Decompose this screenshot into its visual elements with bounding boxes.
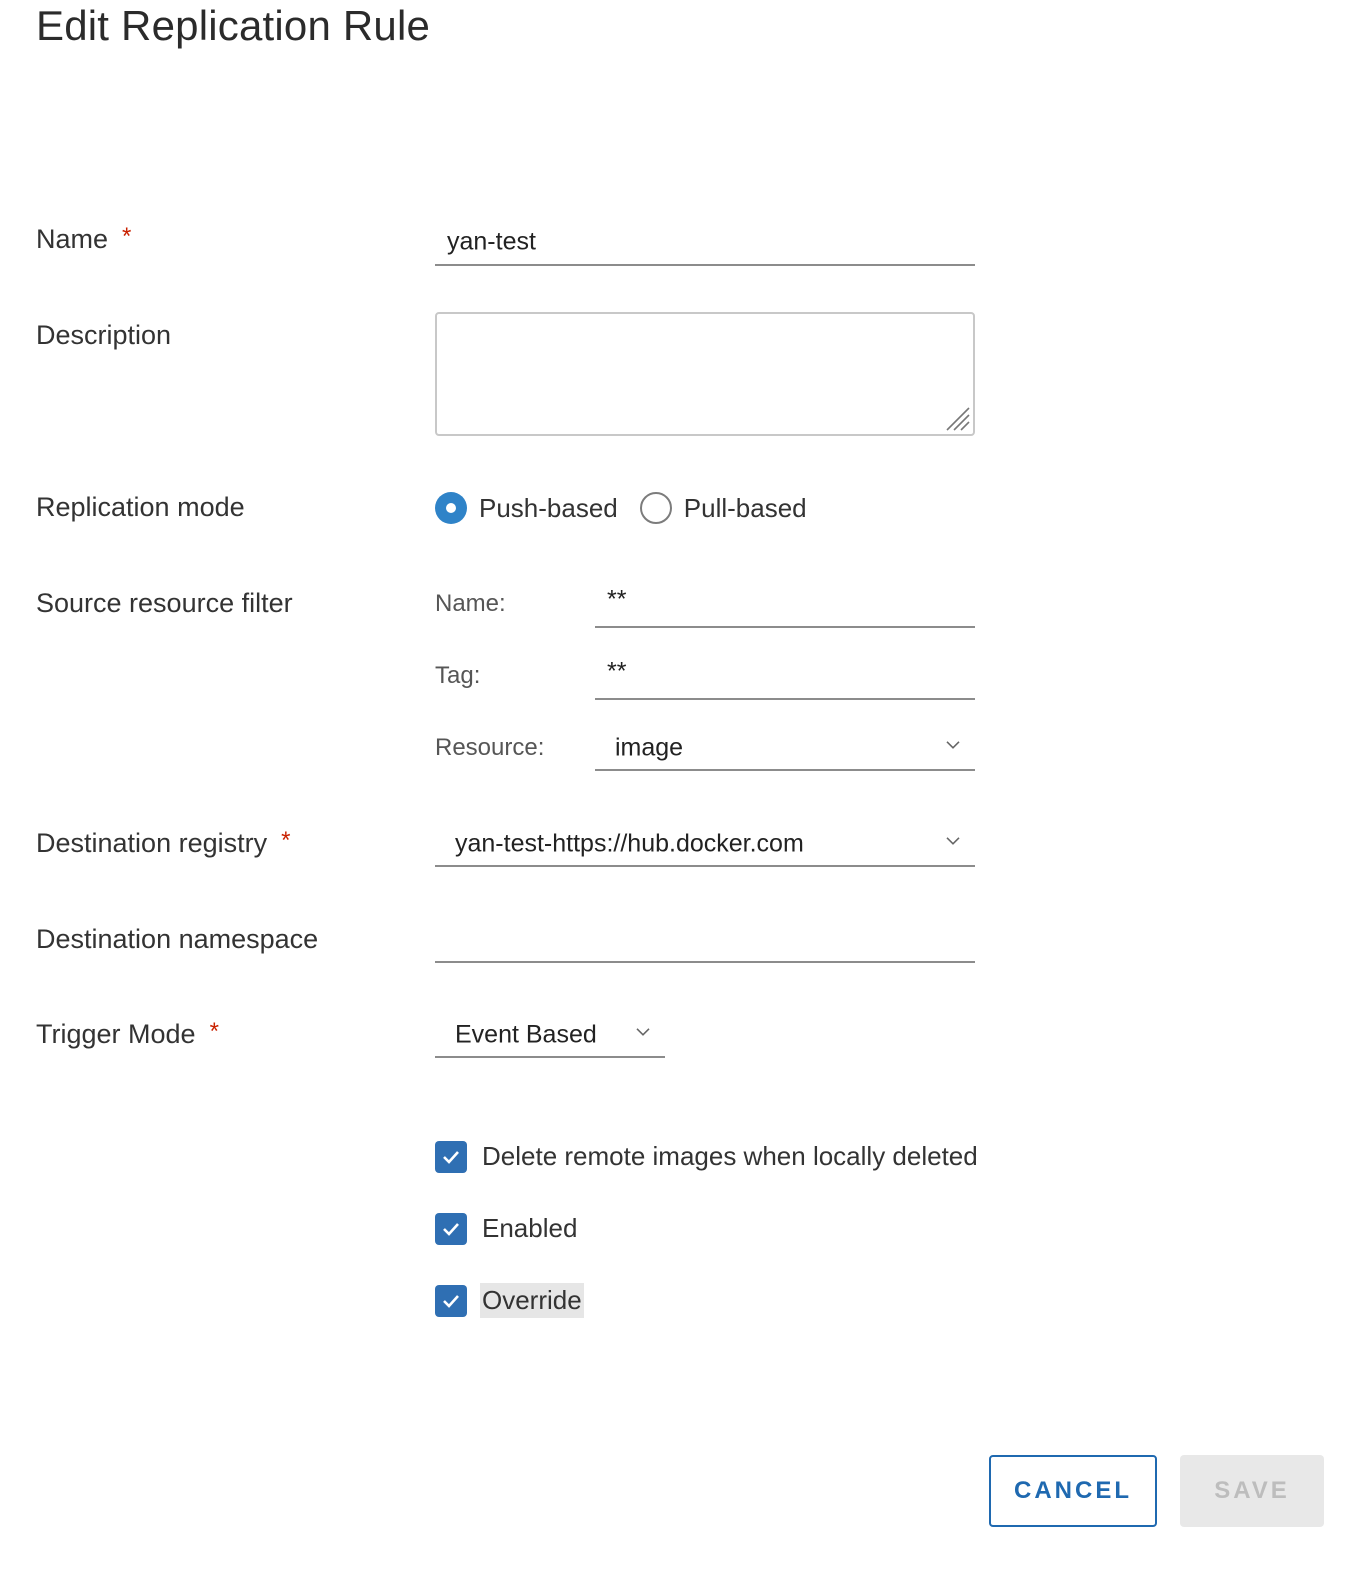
description-label: Description bbox=[36, 320, 172, 350]
filter-name-label: Name: bbox=[435, 590, 506, 617]
enabled-checkbox-row[interactable] bbox=[435, 1211, 579, 1246]
enabled-checkbox[interactable] bbox=[435, 1213, 467, 1245]
dialog-title: Edit Replication Rule bbox=[36, 2, 431, 49]
pull-based-label[interactable]: Pull-based bbox=[683, 492, 807, 523]
push-based-radio[interactable] bbox=[435, 492, 467, 524]
filter-resource-label: Resource: bbox=[435, 734, 545, 761]
enabled-label[interactable]: Enabled bbox=[482, 1213, 578, 1243]
trigger-mode-select[interactable]: Event Based bbox=[435, 1014, 665, 1058]
checkmark-icon bbox=[442, 1294, 460, 1308]
filter-tag-input[interactable]: ** bbox=[595, 654, 975, 700]
destination-registry-label: Destination registry * bbox=[36, 827, 291, 858]
override-checkbox[interactable] bbox=[435, 1285, 467, 1317]
pull-based-radio[interactable] bbox=[640, 492, 672, 524]
chevron-down-icon bbox=[945, 736, 961, 752]
checkmark-icon bbox=[442, 1222, 460, 1236]
save-button[interactable]: SAVE bbox=[1180, 1455, 1324, 1527]
checkmark-icon bbox=[442, 1150, 460, 1164]
filter-name-input[interactable]: ** bbox=[595, 582, 975, 628]
source-filter-label: Source resource filter bbox=[36, 588, 293, 618]
resize-grip-icon[interactable] bbox=[943, 404, 971, 432]
destination-registry-select[interactable]: yan-test-https://hub.docker.com bbox=[435, 822, 975, 867]
push-based-label[interactable]: Push-based bbox=[479, 492, 618, 523]
name-input[interactable]: yan-test bbox=[435, 220, 975, 266]
override-label[interactable]: Override bbox=[480, 1283, 584, 1318]
description-textarea[interactable] bbox=[435, 312, 975, 436]
chevron-down-icon bbox=[945, 832, 961, 848]
override-checkbox-row[interactable] bbox=[435, 1283, 584, 1318]
chevron-down-icon bbox=[635, 1024, 651, 1040]
replication-mode-radio-group bbox=[435, 490, 829, 526]
trigger-mode-label: Trigger Mode * bbox=[36, 1018, 219, 1049]
delete-remote-checkbox[interactable] bbox=[435, 1141, 467, 1173]
name-label: Name * bbox=[36, 223, 132, 254]
required-marker: * bbox=[209, 1018, 219, 1045]
delete-remote-label[interactable]: Delete remote images when locally deleted bbox=[482, 1141, 978, 1171]
cancel-button[interactable]: CANCEL bbox=[989, 1455, 1157, 1527]
required-marker: * bbox=[122, 223, 132, 250]
resource-select[interactable]: image bbox=[595, 726, 975, 771]
required-marker: * bbox=[281, 827, 291, 854]
destination-namespace-label: Destination namespace bbox=[36, 924, 319, 954]
filter-tag-label: Tag: bbox=[435, 662, 481, 689]
destination-namespace-input[interactable] bbox=[435, 916, 975, 963]
replication-mode-label: Replication mode bbox=[36, 492, 245, 522]
delete-remote-checkbox-row[interactable] bbox=[435, 1139, 980, 1174]
